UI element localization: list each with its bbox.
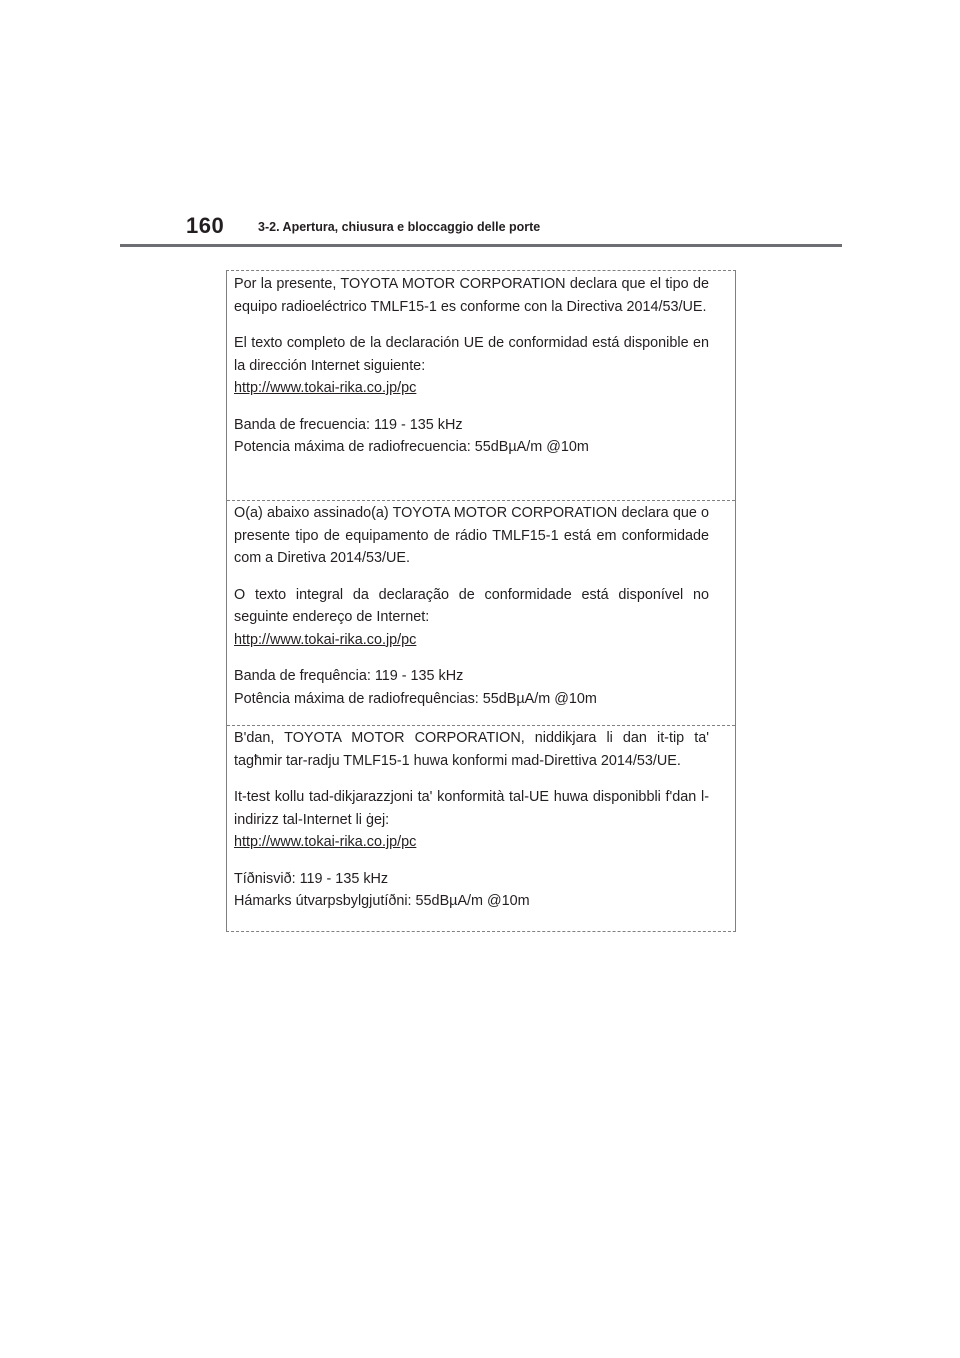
technical-specs xyxy=(234,665,709,710)
availability-line: It-test kollu tad-dikjarazzjoni ta' konformità tal-UE huwa disponibbli f'dan l-indirizz tal-Internet li ġej: xyxy=(234,789,709,828)
max-power-text: Potência máxima de radiofrequências: 55dBµA/m @10m xyxy=(234,690,597,707)
declaration-text: O(a) abaixo assinado(a) TOYOTA MOTOR CORPORATION declara que o presente tipo de equipamento de rádio TMLF15-1 está em conformidade com a Diretiva 2014/53/UE. xyxy=(234,505,709,566)
technical-specs xyxy=(234,868,709,913)
declaration-section-spanish xyxy=(227,273,735,459)
availability-text xyxy=(234,332,709,400)
header-rule xyxy=(120,244,842,247)
section-title: 3-2. Apertura, chiusura e bloccaggio delle porte xyxy=(258,220,541,234)
availability-line: El texto completo de la declaración UE de conformidad está disponible en la dirección Internet siguiente: xyxy=(234,335,709,374)
declaration-link[interactable]: http://www.tokai-rika.co.jp/pc xyxy=(234,631,417,648)
availability-line: O texto integral da declaração de conformidade está disponível no seguinte endereço de Internet: xyxy=(234,586,709,625)
declaration-section-portuguese xyxy=(227,500,735,710)
declaration-link[interactable]: http://www.tokai-rika.co.jp/pc xyxy=(234,834,417,850)
max-power-text: Hámarks útvarpsbylgjutíðni: 55dBµA/m @10m xyxy=(234,893,530,909)
max-power-text: Potencia máxima de radiofrecuencia: 55dBµA/m @10m xyxy=(234,439,589,455)
availability-text xyxy=(234,584,709,652)
availability-text xyxy=(234,786,709,854)
page-number: 160 xyxy=(186,213,225,238)
declaration-text: Por la presente, TOYOTA MOTOR CORPORATION declara que el tipo de equipo radioeléctrico TMLF15-1 es conforme con la Directiva 2014/53/UE. xyxy=(234,276,709,315)
frequency-band-text: Tíðnisvið: 119 - 135 kHz xyxy=(234,870,389,887)
declaration-section-maltese xyxy=(227,725,735,913)
declaration-box xyxy=(226,270,736,932)
technical-specs xyxy=(234,414,709,459)
declaration-link[interactable]: http://www.tokai-rika.co.jp/pc xyxy=(234,380,417,396)
frequency-band-text: Banda de frecuencia: 119 - 135 kHz xyxy=(234,416,463,433)
declaration-text: B'dan, TOYOTA MOTOR CORPORATION, niddikjara li dan it-tip ta' tagħmir tar-radju TMLF15-1 huwa konformi mad-Direttiva 2014/53/UE. xyxy=(234,730,709,769)
frequency-band-text: Banda de frequência: 119 - 135 kHz xyxy=(234,668,464,684)
